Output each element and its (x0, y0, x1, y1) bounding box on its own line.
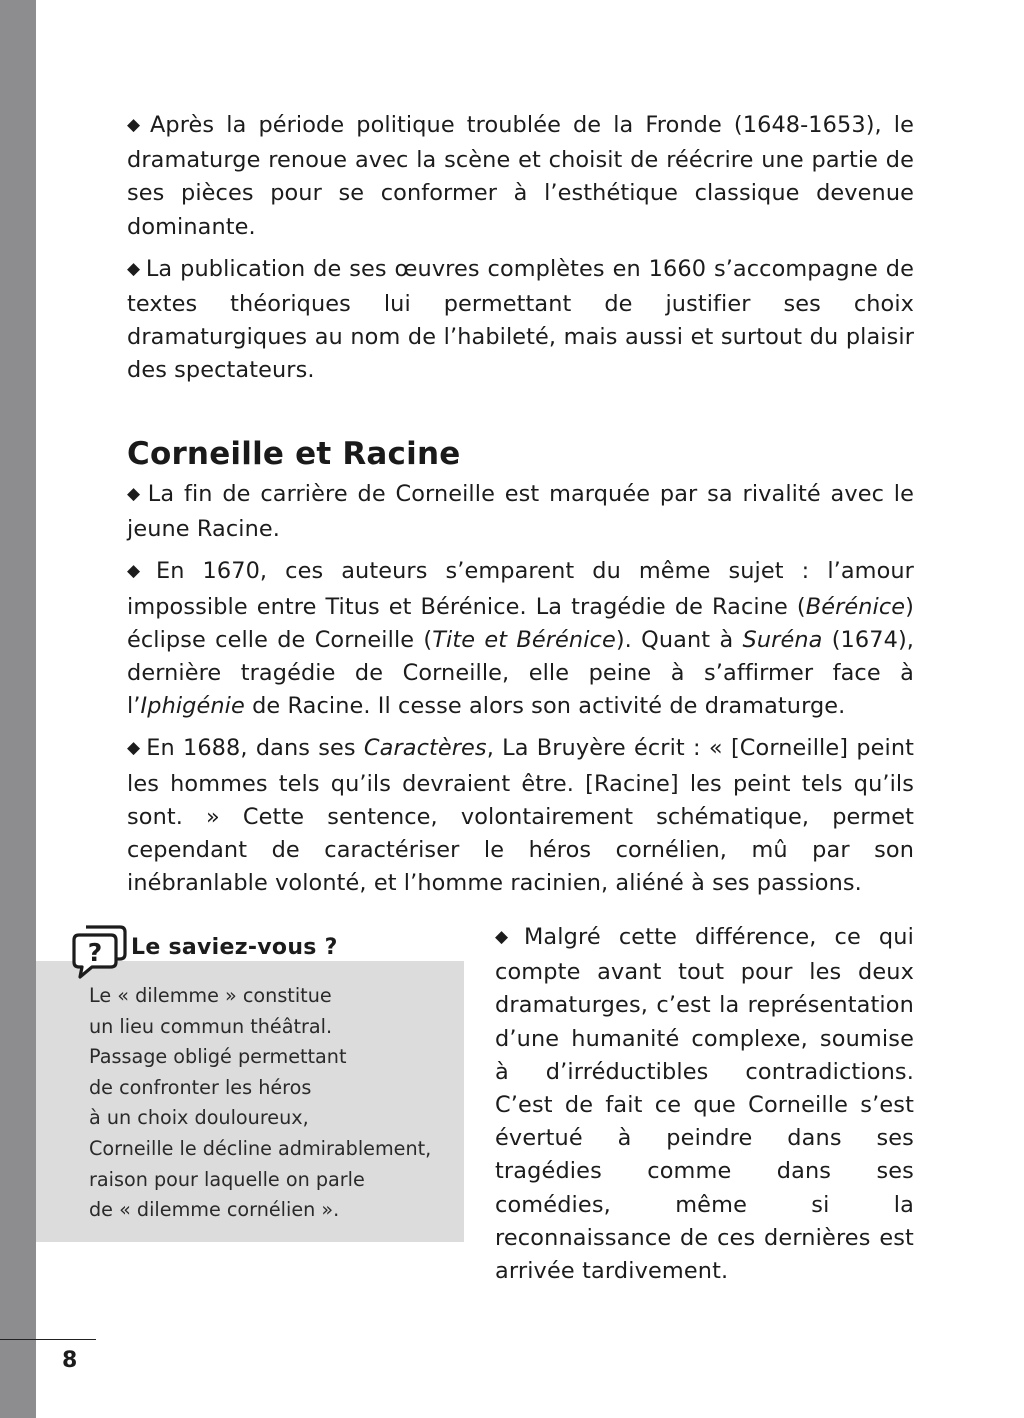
did-you-know-line: de confronter les héros (89, 1075, 312, 1099)
paragraph-text: La publication de ses œuvres complètes en 1660 s’accompagne de textes théoriques lui permettant de justifier ses choix dramaturgiques au nom de l’habileté, mais aussi et surtout du plaisir des spectateurs. (127, 255, 914, 384)
did-you-know-title: Le saviez-vous ? (131, 935, 338, 960)
paragraph-publication (127, 253, 914, 388)
bullet-diamond-icon: ◆ (127, 115, 146, 135)
page-side-band (0, 0, 36, 1418)
paragraph-fronde (127, 109, 914, 244)
title-berenice: Bérénice (805, 593, 906, 620)
did-you-know-line: à un choix douloureux, (89, 1106, 309, 1130)
bullet-diamond-icon: ◆ (127, 484, 143, 504)
paragraph-text: de Racine. Il cesse alors son activité de dramaturge. (244, 693, 846, 720)
page-number: 8 (62, 1348, 78, 1373)
paragraph-text: ) éclipse celle de Corneille ( (127, 593, 914, 653)
did-you-know-line: Passage obligé permettant (89, 1045, 347, 1069)
paragraph-text: (1674), dernière tragédie de Corneille, elle peine à s’affirmer face à l’ (127, 626, 914, 720)
title-tite-et-berenice: Tite et Bérénice (432, 626, 616, 653)
paragraph-berenice (127, 555, 914, 723)
right-column (495, 921, 914, 1288)
title-surena: Suréna (742, 626, 823, 653)
title-iphigenie: Iphigénie (140, 693, 245, 720)
bullet-diamond-icon: ◆ (495, 927, 519, 947)
paragraph-text: En 1688, dans ses (146, 735, 364, 762)
did-you-know-line: un lieu commun théâtral. (89, 1014, 333, 1038)
question-mark-glyph: ? (87, 938, 103, 967)
paragraph-text: ). Quant à (615, 626, 743, 653)
paragraph-text: , La Bruyère écrit : « [Corneille] peint les hommes tels qu’ils devraient être. [Racine] les peint tels qu’ils sont. » Cette sentence, volontairement schématique, permet cependant de caractériser le héros cornélien, mû par son inébranlable volonté, et l’homme racinien, aliéné à ses passions. (127, 735, 914, 897)
did-you-know-line: de « dilemme cornélien ». (89, 1198, 340, 1222)
paragraph-text: Après la période politique troublée de la Fronde (1648-1653), le dramaturge renoue avec la scène et choisit de réécrire une partie de ses pièces pour se conformer à l’esthétique classique devenue dominante. (127, 112, 914, 240)
did-you-know-line: Le « dilemme » constitue (89, 984, 332, 1007)
bullet-diamond-icon: ◆ (127, 258, 141, 279)
intro-section (127, 109, 914, 388)
paragraph-humanite (495, 921, 914, 1288)
paragraph-rivalite (127, 478, 914, 546)
paragraph-text: La fin de carrière de Corneille est marquée par sa rivalité avec le jeune Racine. (127, 481, 914, 543)
section-heading: Corneille et Racine (127, 436, 461, 472)
title-caracteres: Caractères (363, 735, 487, 762)
paragraph-text: En 1670, ces auteurs s’emparent du même sujet : l’amour impossible entre Titus et Bérénice. La tragédie de Racine ( (127, 558, 914, 620)
folio-rule (0, 1339, 96, 1340)
bullet-diamond-icon: ◆ (127, 738, 142, 759)
did-you-know-line: Corneille le décline admirablement, (89, 1136, 432, 1160)
bullet-diamond-icon: ◆ (127, 561, 151, 582)
paragraph-bruyere (127, 732, 914, 900)
speech-bubble-question-icon (70, 924, 128, 980)
did-you-know-line: raison pour laquelle on parle (89, 1167, 365, 1191)
section-corneille-racine (127, 434, 914, 900)
did-you-know-text (89, 981, 459, 1226)
paragraph-text: Malgré cette différence, ce qui compte avant tout pour les deux dramaturges, c’est la représentation d’une humanité complexe, soumise à d’irréductibles contradictions. C’est de fait ce que Corneille s’est évertué à peindre dans ses tragédies comme dans ses comédies, même si la reconnaissance de ces dernières est arrivée tardivement. (495, 924, 914, 1285)
